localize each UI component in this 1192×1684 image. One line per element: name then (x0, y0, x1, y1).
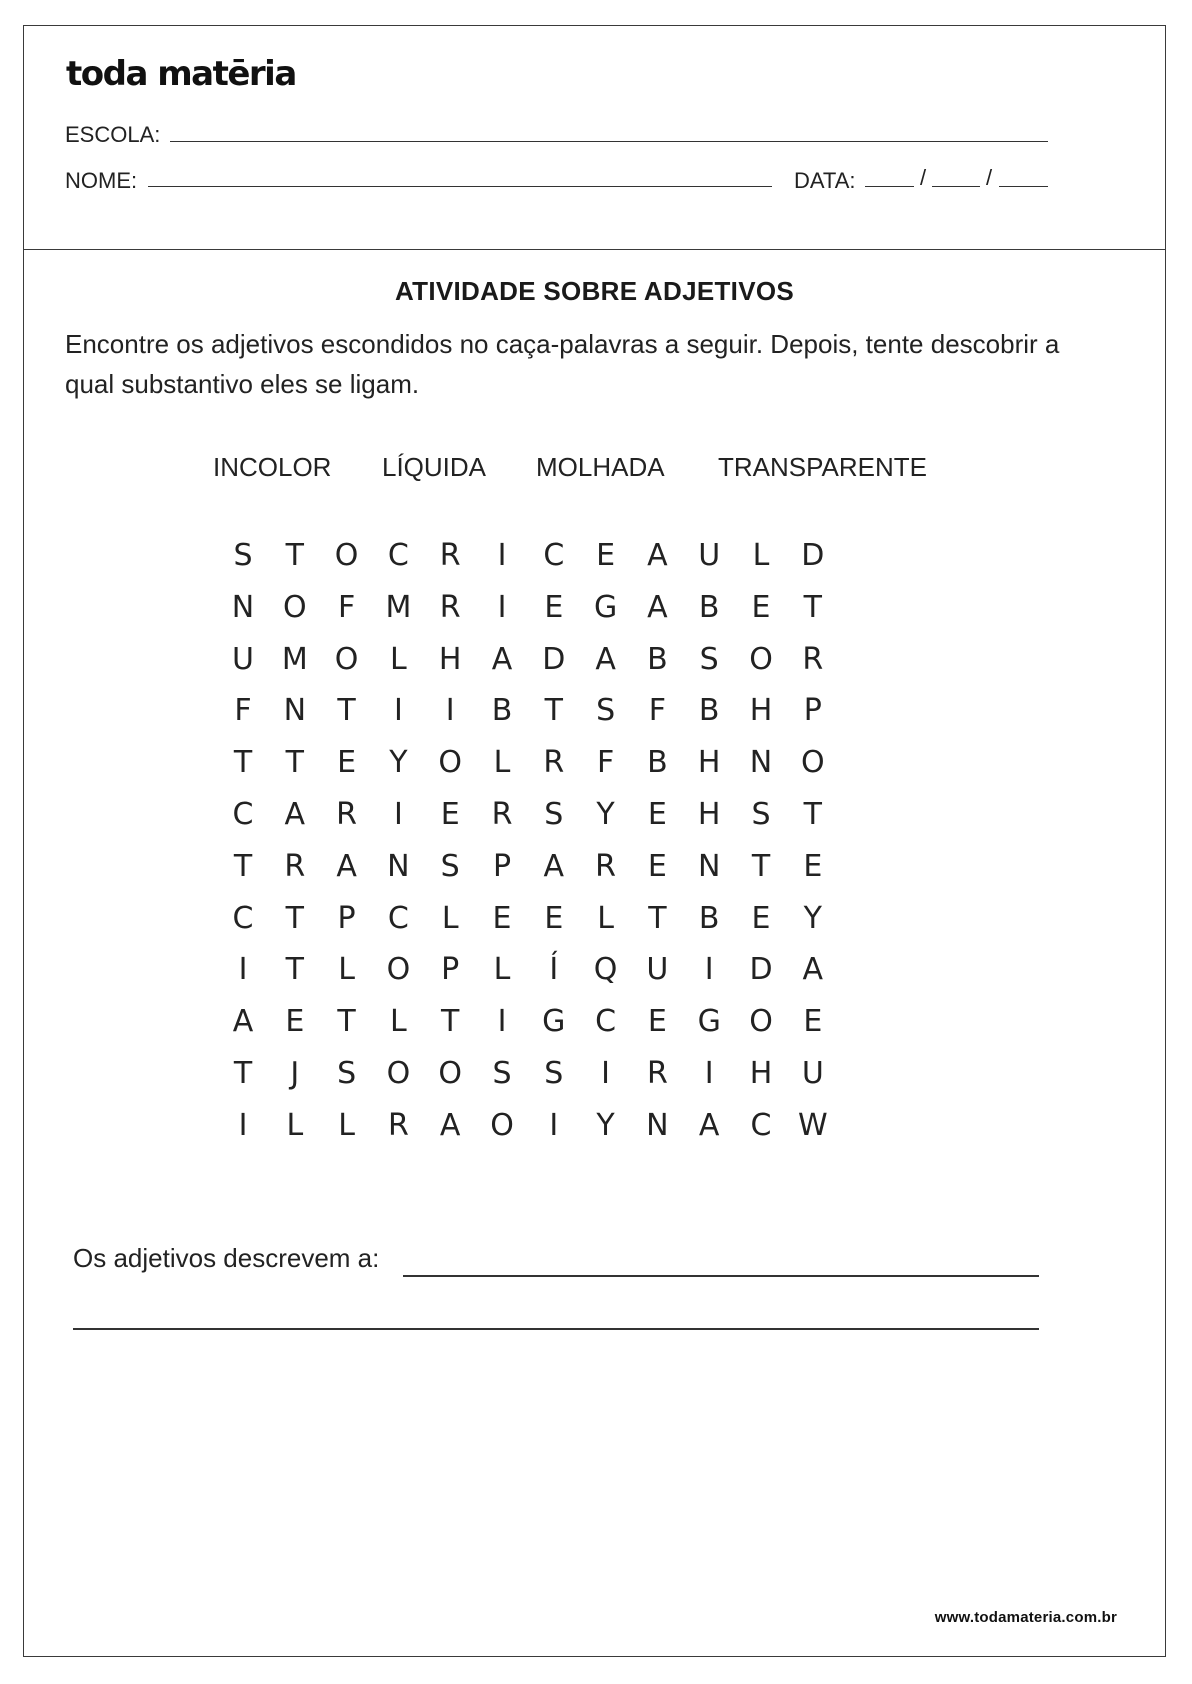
grid-cell[interactable]: I (704, 1056, 714, 1091)
word-list-item: MOLHADA (536, 452, 665, 482)
grid-cell[interactable]: P (441, 952, 460, 988)
grid-cell[interactable]: U (232, 641, 254, 677)
grid-cell[interactable]: R (336, 797, 358, 832)
name-label: NOME: (65, 168, 138, 193)
grid-cell[interactable]: G (542, 1004, 566, 1040)
grid-cell[interactable]: E (751, 900, 771, 936)
date-separator: / (986, 165, 993, 190)
grid-cell[interactable]: I (445, 693, 455, 729)
grid-cell[interactable]: L (493, 952, 511, 988)
grid-cell[interactable]: N (749, 745, 773, 781)
grid-cell[interactable]: B (647, 745, 668, 781)
grid-cell[interactable]: L (286, 1107, 304, 1143)
grid-cell[interactable]: L (338, 1107, 355, 1143)
grid-cell[interactable]: A (284, 797, 306, 832)
grid-cell[interactable]: E (647, 848, 667, 884)
grid-cell[interactable]: L (390, 1004, 407, 1040)
grid-cell[interactable]: I (601, 1056, 611, 1091)
grid-cell[interactable]: M (281, 641, 308, 677)
grid-cell[interactable]: S (440, 848, 460, 884)
grid-cell[interactable]: E (492, 900, 512, 936)
grid-cell[interactable]: I (238, 1107, 248, 1143)
grid-cell[interactable]: L (597, 900, 614, 936)
grid-cell[interactable]: O (386, 1056, 411, 1091)
grid-cell[interactable]: S (492, 1056, 512, 1091)
grid-cell[interactable]: S (233, 538, 253, 573)
grid-cell[interactable]: O (386, 952, 411, 988)
grid-cell[interactable]: F (648, 693, 667, 729)
word-list-item: TRANSPARENTE (718, 452, 927, 482)
grid-cell[interactable]: Y (596, 797, 615, 832)
grid-cell[interactable]: S (544, 1056, 564, 1091)
answer-label: Os adjetivos descrevem a: (73, 1243, 380, 1273)
grid-cell[interactable]: T (803, 589, 822, 625)
grid-cell[interactable]: O (749, 1004, 773, 1040)
date-label: DATA: (794, 168, 856, 193)
grid-cell[interactable]: R (595, 848, 617, 884)
grid-cell[interactable]: I (497, 1004, 507, 1040)
date-month-line[interactable] (932, 186, 980, 187)
grid-cell[interactable]: A (439, 1107, 461, 1143)
grid-cell[interactable]: I (393, 693, 403, 729)
grid-cell[interactable]: E (440, 797, 460, 832)
grid-cell[interactable]: U (646, 952, 669, 988)
grid-cell[interactable]: T (441, 1004, 460, 1040)
grid-cell[interactable]: S (337, 1056, 357, 1091)
grid-cell[interactable]: G (593, 589, 618, 625)
grid-cell[interactable]: R (543, 745, 565, 781)
grid-cell[interactable]: S (544, 797, 564, 832)
grid-cell[interactable]: H (697, 797, 721, 832)
grid-cell[interactable]: F (337, 589, 356, 625)
grid-cell[interactable]: S (596, 693, 616, 729)
grid-cell[interactable]: C (387, 900, 409, 936)
grid-cell[interactable]: D (801, 538, 825, 573)
grid-cell[interactable]: A (543, 848, 565, 884)
grid-cell[interactable]: O (490, 1107, 514, 1143)
worksheet (23, 25, 1166, 1657)
grid-cell[interactable]: F (234, 693, 252, 729)
grid-cell[interactable]: D (542, 641, 566, 677)
grid-cell[interactable]: T (285, 900, 304, 936)
grid-cell[interactable]: S (751, 797, 771, 832)
grid-cell[interactable]: R (439, 538, 461, 573)
grid-cell[interactable]: O (800, 745, 825, 781)
grid-cell[interactable]: A (802, 952, 824, 988)
grid-cell[interactable]: G (697, 1004, 721, 1040)
grid-cell[interactable]: D (749, 952, 773, 988)
grid-cell[interactable]: O (334, 538, 359, 573)
grid-cell[interactable]: W (797, 1107, 828, 1143)
grid-cell[interactable]: N (697, 848, 721, 884)
grid-cell[interactable]: C (387, 538, 409, 573)
name-line[interactable] (148, 186, 772, 187)
grid-cell[interactable]: E (751, 589, 771, 625)
grid-cell[interactable]: O (749, 641, 773, 677)
grid-cell[interactable]: O (334, 641, 359, 677)
grid-cell[interactable]: P (803, 693, 822, 729)
grid-cell[interactable]: I (704, 952, 714, 988)
footer-url: www.todamateria.com.br (934, 1609, 1117, 1626)
grid-cell[interactable]: T (648, 900, 667, 936)
answer-line-2[interactable] (73, 1328, 1039, 1330)
grid-cell[interactable]: L (441, 900, 459, 936)
grid-cell[interactable]: E (596, 538, 616, 573)
grid-cell[interactable]: T (544, 693, 563, 729)
logo: toda matēria (66, 54, 296, 94)
grid-cell[interactable]: R (387, 1107, 409, 1143)
grid-cell[interactable]: P (492, 848, 512, 884)
header (24, 26, 1165, 250)
grid-cell[interactable]: C (750, 1107, 772, 1143)
grid-cell[interactable]: I (497, 538, 507, 573)
grid-cell[interactable]: Y (803, 900, 822, 936)
grid-cell[interactable]: E (803, 848, 823, 884)
grid-cell[interactable]: N (283, 693, 307, 729)
grid-cell[interactable]: A (698, 1107, 720, 1143)
grid-cell[interactable]: E (285, 1004, 305, 1040)
word-list-item: LÍQUIDA (382, 452, 487, 482)
grid-cell[interactable]: E (337, 745, 357, 781)
grid-cell[interactable]: Í (549, 952, 559, 988)
grid-cell[interactable]: I (238, 952, 248, 988)
grid-cell[interactable]: L (752, 538, 770, 573)
word-list-item: INCOLOR (213, 452, 332, 482)
date-year-line[interactable] (999, 186, 1048, 187)
grid-cell[interactable]: T (751, 848, 771, 884)
grid-cell[interactable]: T (233, 848, 253, 884)
grid-cell[interactable]: A (491, 641, 513, 677)
school-line[interactable] (170, 141, 1048, 142)
grid-cell[interactable]: A (595, 641, 616, 677)
grid-cell[interactable]: H (749, 1056, 773, 1091)
grid-cell[interactable]: M (385, 589, 412, 625)
grid-cell[interactable]: U (801, 1056, 824, 1091)
grid-cell[interactable]: N (646, 1107, 669, 1143)
grid-cell[interactable]: Y (389, 745, 408, 781)
answer-line-1[interactable] (403, 1275, 1039, 1277)
grid-cell[interactable]: J (290, 1056, 300, 1091)
grid-cell[interactable]: A (647, 538, 668, 573)
grid-cell[interactable]: H (697, 745, 721, 781)
grid-cell[interactable]: B (698, 900, 720, 936)
grid-cell[interactable]: I (549, 1107, 559, 1143)
grid-cell[interactable]: U (698, 538, 721, 573)
grid-cell[interactable]: T (285, 538, 304, 573)
grid-cell[interactable]: O (282, 589, 307, 625)
grid-cell[interactable]: E (647, 1004, 667, 1040)
grid-cell[interactable]: E (544, 900, 564, 936)
activity-title: ATIVIDADE SOBRE ADJETIVOS (395, 276, 794, 306)
grid-cell[interactable]: O (438, 1056, 462, 1091)
grid-cell[interactable]: S (699, 641, 719, 677)
grid-cell[interactable]: B (698, 589, 720, 625)
grid-cell[interactable]: R (284, 848, 306, 884)
grid-cell[interactable]: C (595, 1004, 617, 1040)
grid-cell[interactable]: L (390, 641, 407, 677)
grid-cell[interactable]: B (647, 641, 668, 677)
grid-cell[interactable]: Q (593, 952, 618, 988)
grid-cell[interactable]: T (803, 797, 822, 832)
grid-cell[interactable]: T (337, 1004, 356, 1040)
grid-cell[interactable]: A (336, 848, 357, 884)
grid-cell[interactable]: R (802, 641, 824, 677)
activity-instruction: Encontre os adjetivos escondidos no caça-palavras a seguir. Depois, tente descobrir a qual substantivo eles se ligam. (65, 329, 1060, 399)
date-separator: / (920, 165, 927, 190)
grid-cell[interactable]: T (337, 693, 356, 729)
grid-cell[interactable]: T (233, 1056, 253, 1091)
school-label: ESCOLA: (65, 122, 161, 147)
grid-cell[interactable]: B (491, 693, 513, 729)
grid-cell[interactable]: B (698, 693, 720, 729)
grid-cell[interactable]: E (803, 1004, 823, 1040)
grid-cell[interactable]: I (497, 589, 507, 625)
grid-cell[interactable]: N (387, 848, 410, 884)
grid-cell[interactable]: H (749, 693, 773, 729)
grid-cell[interactable]: O (438, 745, 462, 781)
grid-cell[interactable]: T (233, 745, 253, 781)
grid-cell[interactable]: C (232, 797, 254, 832)
grid-cell[interactable]: R (439, 589, 461, 625)
grid-cell[interactable]: C (232, 900, 254, 936)
grid-cell[interactable]: P (337, 900, 356, 936)
grid-cell[interactable]: T (285, 745, 304, 781)
grid-cell[interactable]: T (285, 952, 304, 988)
grid-cell[interactable]: R (491, 797, 513, 832)
grid-cell[interactable]: L (493, 745, 511, 781)
grid-cell[interactable]: R (646, 1056, 668, 1091)
grid-cell[interactable]: H (438, 641, 462, 677)
grid-cell[interactable]: A (647, 589, 668, 625)
grid-cell[interactable]: E (647, 797, 667, 832)
grid-cell[interactable]: N (231, 589, 255, 625)
grid-cell[interactable]: E (544, 589, 564, 625)
date-day-line[interactable] (865, 186, 914, 187)
grid-cell[interactable]: A (232, 1004, 254, 1040)
grid-cell[interactable]: C (543, 538, 565, 573)
grid-cell[interactable]: Y (596, 1107, 615, 1143)
grid-cell[interactable]: I (393, 797, 403, 832)
grid-cell[interactable]: F (596, 745, 615, 781)
grid-cell[interactable]: L (338, 952, 355, 988)
